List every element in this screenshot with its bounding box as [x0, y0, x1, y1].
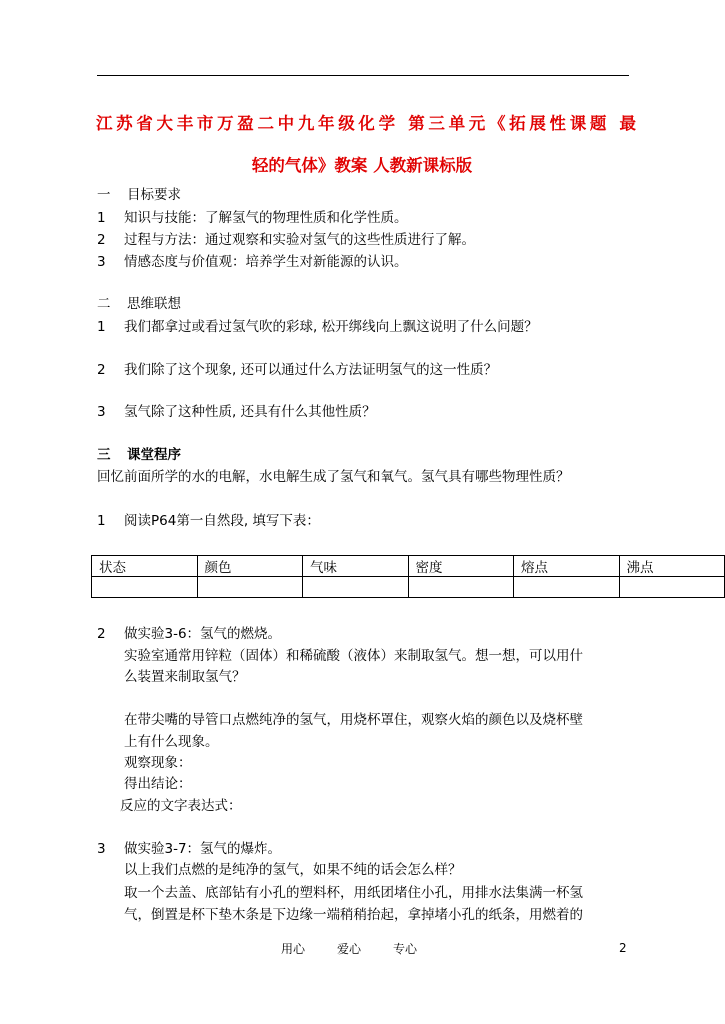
conclusion-label: 得出结论：	[124, 776, 192, 792]
page-number: 2	[619, 941, 627, 955]
list-item: 我们除了这个现象, 还可以通过什么方法证明氢气的这一性质？	[124, 362, 498, 378]
step-title: 做实验3-6：氢气的燃烧。	[124, 626, 282, 642]
table-header-row	[92, 556, 725, 577]
list-item: 我们都拿过或看过氢气吹的彩球, 松开绑线向上飘这说明了什么问题？	[124, 319, 538, 335]
list-item-number: 2	[97, 362, 106, 378]
table-cell	[303, 577, 409, 598]
list-item: 过程与方法：通过观察和实验对氢气的这些性质进行了解。	[124, 232, 475, 248]
section1-number: 一	[97, 187, 111, 203]
paragraph-line: 气，倒置是杯下垫木条是下边缘一端稍稍抬起，拿掉堵小孔的纸条，用燃着的	[124, 907, 583, 923]
table-header-cell: 沸点	[619, 556, 725, 577]
list-item-number: 1	[97, 210, 106, 226]
table-cell	[92, 577, 198, 598]
table-cell	[619, 577, 725, 598]
footer-item: 专心	[393, 942, 418, 956]
list-item-number: 3	[97, 254, 106, 270]
list-item: 知识与技能：了解氢气的物理性质和化学性质。	[124, 210, 408, 226]
header-rule	[97, 75, 629, 76]
step-title: 做实验3-7：氢气的爆炸。	[124, 841, 282, 857]
paragraph-line: 么装置来制取氢气？	[124, 669, 246, 685]
section3-heading: 课堂程序	[127, 447, 181, 463]
table-cell	[408, 577, 514, 598]
document-title-line1: 江苏省大丰市万盈二中九年级化学 第三单元《拓展性课题 最	[96, 114, 636, 133]
paragraph-line: 实验室通常用锌粒（固体）和稀硫酸（液体）来制取氢气。想一想，可以用什	[124, 648, 583, 664]
observation-label: 观察现象：	[124, 755, 192, 771]
list-item-number: 1	[97, 319, 106, 335]
step-number: 3	[97, 841, 106, 857]
footer-item: 用心	[281, 942, 306, 956]
table-cell	[197, 577, 303, 598]
paragraph-line: 在带尖嘴的导管口点燃纯净的氢气，用烧杯罩住，观察火焰的颜色以及烧杯壁	[124, 712, 583, 728]
table-header-cell: 状态	[92, 556, 198, 577]
paragraph-line: 上有什么现象。	[124, 734, 219, 750]
table-header-cell: 熔点	[514, 556, 620, 577]
section2-heading: 思维联想	[127, 296, 181, 312]
step-number: 1	[97, 513, 106, 529]
section3-number: 三	[97, 447, 111, 463]
step-text: 阅读P64第一自然段, 填写下表：	[124, 513, 320, 529]
section2-number: 二	[97, 296, 111, 312]
section3-intro: 回忆前面所学的水的电解，水电解生成了氢气和氧气。氢气具有哪些物理性质？	[97, 469, 570, 485]
table-header-cell: 颜色	[197, 556, 303, 577]
table-header-cell: 气味	[303, 556, 409, 577]
section1-heading: 目标要求	[127, 187, 181, 203]
list-item: 氢气除了这种性质, 还具有什么其他性质？	[124, 404, 376, 420]
document-title-line2: 轻的气体》教案 人教新课标版	[251, 156, 473, 175]
paragraph-line: 取一个去盖、底部钻有小孔的塑料杯，用纸团堵住小孔，用排水法集满一杯氢	[124, 885, 583, 901]
paragraph-line: 以上我们点燃的是纯净的氢气，如果不纯的话会怎么样？	[124, 862, 462, 878]
list-item-number: 2	[97, 232, 106, 248]
table-row	[92, 577, 725, 598]
footer-item: 爱心	[337, 942, 362, 956]
list-item-number: 3	[97, 404, 106, 420]
step-number: 2	[97, 626, 106, 642]
table-cell	[514, 577, 620, 598]
expression-label: 反应的文字表达式：	[120, 798, 242, 814]
table-header-cell: 密度	[408, 556, 514, 577]
list-item: 情感态度与价值观：培养学生对新能源的认识。	[124, 254, 408, 270]
properties-table	[91, 555, 725, 598]
